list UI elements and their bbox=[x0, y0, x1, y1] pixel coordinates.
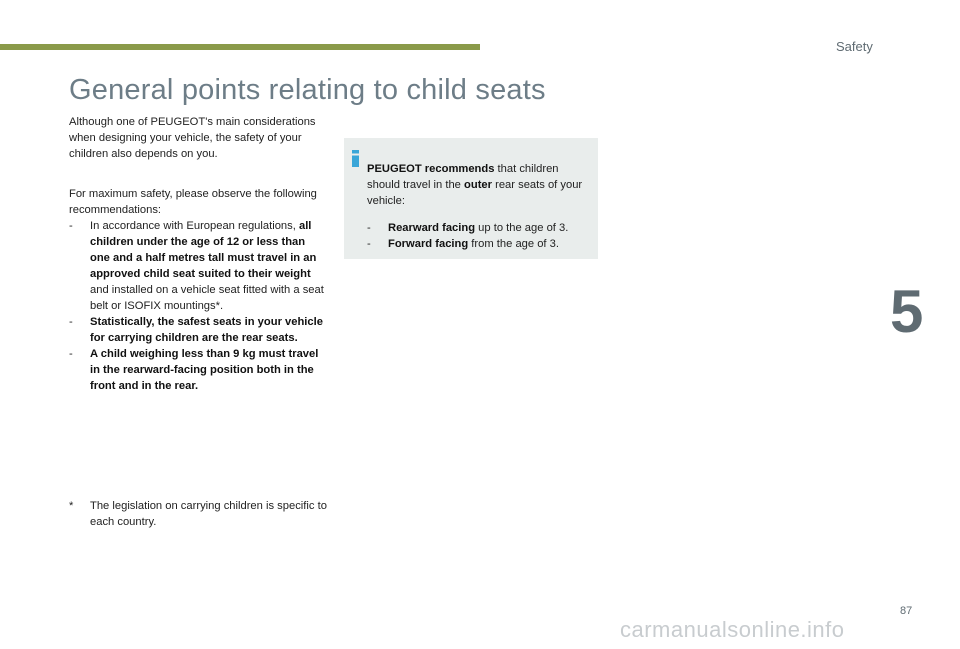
list-item bbox=[367, 220, 589, 236]
list-text: up to the age of 3. bbox=[475, 222, 569, 235]
info-bold-outer: outer bbox=[464, 179, 492, 192]
list-dash: - bbox=[367, 238, 371, 251]
list-bold-text: A child weighing less than 9 kg must travel in the rearward-facing position both in the front and in the rear. bbox=[90, 348, 319, 392]
footnote-marker: * bbox=[69, 500, 74, 512]
intro-text: Although one of PEUGEOT's main considerations when designing your vehicle, the safety of your children also depends on you. bbox=[69, 116, 316, 160]
info-text bbox=[367, 150, 589, 252]
recommendations-lead: For maximum safety, please observe the following recommendations: bbox=[69, 188, 317, 216]
list-dash: - bbox=[367, 222, 371, 235]
footnote bbox=[69, 498, 346, 530]
recommendations-block bbox=[69, 186, 325, 394]
info-box bbox=[344, 138, 598, 259]
chapter-number: 5 bbox=[890, 278, 924, 345]
list-item bbox=[367, 236, 589, 252]
section-label: Safety bbox=[836, 39, 873, 54]
list-text: In accordance with European regulations, bbox=[90, 220, 299, 232]
list-dash: - bbox=[69, 348, 73, 360]
footnote-text: The legislation on carrying children is specific to each country. bbox=[90, 500, 327, 528]
list-bold-text: Rearward facing bbox=[388, 222, 476, 235]
list-item bbox=[69, 218, 325, 314]
list-dash: - bbox=[69, 220, 73, 232]
list-item bbox=[69, 314, 325, 346]
list-bold-text: Statistically, the safest seats in your vehicle for carrying children are the rear seats. bbox=[90, 316, 323, 344]
info-text-part: that children should travel in the bbox=[367, 163, 559, 192]
info-text-part: rear seats of your vehicle: bbox=[367, 179, 583, 208]
info-icon bbox=[352, 150, 359, 167]
page-number: 87 bbox=[900, 605, 913, 617]
list-text: from the age of 3. bbox=[468, 238, 559, 251]
list-text: and installed on a vehicle seat fitted with a seat belt or ISOFIX mountings*. bbox=[90, 284, 324, 312]
list-bold-text: Forward facing bbox=[388, 238, 469, 251]
page-title: General points relating to child seats bbox=[69, 74, 546, 106]
info-bold-lead: PEUGEOT recommends bbox=[367, 163, 495, 176]
header-accent-bar bbox=[0, 44, 480, 50]
list-item bbox=[69, 346, 325, 394]
list-dash: - bbox=[69, 316, 73, 328]
intro-paragraph bbox=[69, 114, 325, 162]
list-bold-text: all children under the age of 12 or less than one and a half metres tall must travel in an approved child seat suited to their weight bbox=[90, 220, 317, 280]
watermark: carmanualsonline.info bbox=[620, 617, 845, 642]
